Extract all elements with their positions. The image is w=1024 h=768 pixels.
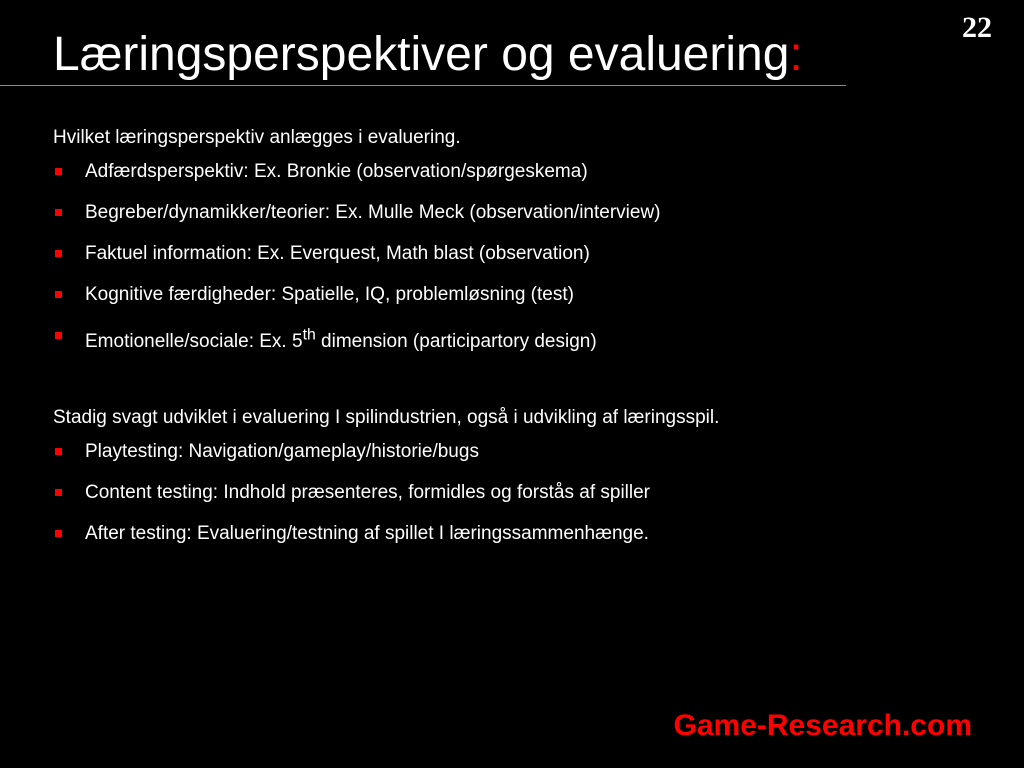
bullet-square-icon [55, 448, 62, 455]
bullet-square-icon [55, 530, 62, 537]
list-item [53, 520, 993, 548]
list-item-text: Content testing: Indhold præsenteres, formidles og forstås af spiller [85, 482, 651, 503]
list-item [53, 158, 993, 199]
slide-body [53, 124, 993, 548]
list-item [53, 240, 993, 281]
list-item [53, 438, 993, 479]
bullet-square-icon [55, 209, 62, 216]
section-heading-game-industry: Stadig svagt udviklet i evaluering I spilindustrien, også i udvikling af læringsspil. [53, 407, 720, 428]
list-item-text: Adfærdsperspektiv: Ex. Bronkie (observation/spørgeskema) [85, 161, 588, 182]
bullet-square-icon [55, 489, 62, 496]
list-item-text: Kognitive færdigheder: Spatielle, IQ, problemløsning (test) [85, 284, 574, 305]
bullet-square-icon [55, 168, 62, 175]
list-item [53, 479, 993, 520]
slide-title [53, 26, 803, 84]
bullet-square-icon [55, 291, 62, 298]
list-item-text-end: dimension (participartory design) [315, 331, 597, 353]
section-spacer [53, 350, 993, 404]
footer-brand: Game-Research.com [673, 709, 972, 742]
list-item-text-start: Emotionelle/sociale: Ex. 5 [85, 331, 303, 353]
list-item-text: Playtesting: Navigation/gameplay/historie/bugs [85, 441, 479, 462]
title-divider [0, 85, 846, 86]
list-item [53, 322, 993, 353]
testing-types-list [53, 438, 993, 548]
bullet-square-icon [55, 332, 62, 339]
ordinal-superscript: th [302, 327, 316, 344]
list-item [53, 199, 993, 240]
list-item-text: After testing: Evaluering/testning af spillet I læringssammenhænge. [85, 523, 649, 544]
slide-title-text: Læringsperspektiver og evaluering [53, 28, 790, 81]
list-item-text [85, 327, 597, 353]
section-heading-learning-perspective: Hvilket læringsperspektiv anlægges i evaluering. [53, 127, 461, 148]
list-item [53, 281, 993, 322]
list-item-text: Begreber/dynamikker/teorier: Ex. Mulle Meck (observation/interview) [85, 202, 661, 223]
bullet-square-icon [55, 250, 62, 257]
slide-title-colon: : [789, 28, 803, 81]
list-item-text: Faktuel information: Ex. Everquest, Math blast (observation) [85, 243, 590, 264]
slide-number: 22 [962, 11, 992, 44]
learning-perspective-list [53, 158, 993, 353]
